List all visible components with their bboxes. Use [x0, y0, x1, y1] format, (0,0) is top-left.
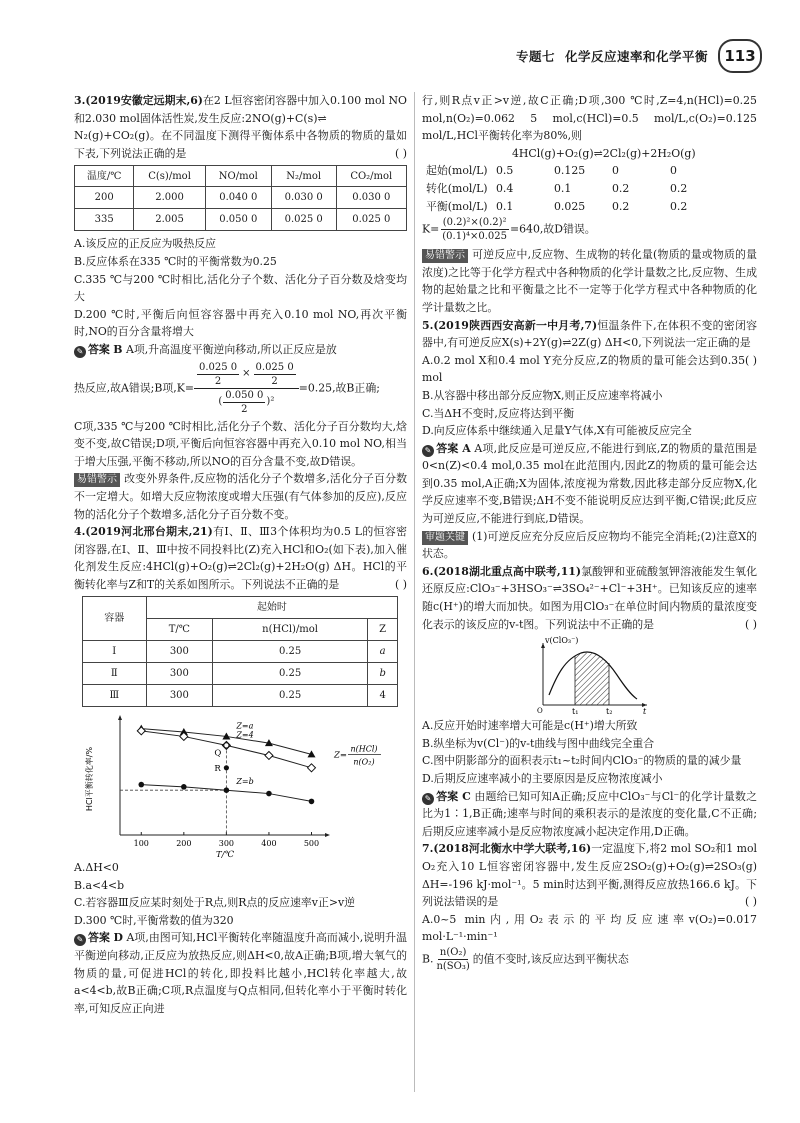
q3-warn-tag: 易错警示 — [74, 473, 120, 487]
q3-option-b: B.反应体系在335 ℃时的平衡常数为0.25 — [74, 254, 277, 268]
cell: 0.2 — [670, 199, 688, 213]
question-3 — [74, 92, 407, 523]
cell: 0.030 0 — [336, 187, 406, 209]
cell: 4 — [367, 685, 397, 707]
q3-th-1: C(s)/mol — [134, 166, 205, 187]
page-number: 113 — [718, 39, 762, 73]
data-point-circle — [266, 791, 272, 797]
cell: 300 — [146, 663, 213, 685]
annotation-den: n(O₂) — [353, 757, 375, 767]
q3-th-2: NO/mol — [205, 166, 271, 187]
q4-option-b: B.a<4<b — [74, 878, 125, 892]
q3-source: (2019安徽定远期末,6) — [85, 94, 203, 107]
answer-icon: ✎ — [422, 793, 434, 805]
q5-option-c: C.当ΔH不变时,反应将达到平衡 — [422, 406, 575, 420]
cell: 0.2 — [612, 199, 630, 213]
q6-number: 6. — [422, 564, 434, 578]
q7-b-num: n(O₂) — [439, 946, 467, 958]
cell: 0.2 — [670, 181, 688, 195]
q3-th-4: CO₂/mol — [336, 166, 406, 187]
header-title: 化学反应速率和化学平衡 — [564, 49, 708, 64]
k-fraction-2 — [440, 216, 509, 243]
cell: 平衡(mol/L) — [426, 199, 488, 213]
q5-key-tag: 审题关键 — [422, 531, 468, 545]
q5-key: (1)可逆反应充分反应后反应物均不能完全消耗;(2)注意X的状态。 — [422, 529, 757, 561]
q5-answer-label: 答案 — [436, 441, 459, 455]
q7-option-a: A.0~5 min内,用O₂表示的平均反应速率v(O₂)=0.017 mol·L⁻¹·min⁻¹ — [422, 912, 757, 944]
q4-number: 4. — [74, 525, 86, 539]
q4-answer: D — [113, 931, 123, 945]
column-divider — [414, 92, 415, 1092]
k-den-1: 2 — [214, 375, 222, 387]
x-tick-label: 400 — [261, 839, 277, 849]
q7-option-b-post: 的值不变时,该反应达到平衡状态 — [472, 952, 629, 966]
cell: 0.025 0 — [271, 209, 336, 231]
answer-icon: ✎ — [74, 346, 86, 358]
cell: 300 — [146, 641, 213, 663]
question-6 — [422, 563, 757, 841]
cell: 300 — [146, 685, 213, 707]
cell: 0.1 — [554, 181, 572, 195]
page-header — [516, 40, 762, 72]
table-row — [83, 641, 398, 663]
r-warn: 可逆反应中,反应物、生成物的转化量(物质的量或物质的量浓度)之比等于化学方程式中各种物质的化学计量数之比,反应物、生成物的起始量之比和平衡量之比不一定等于化学方程式中各种物质的化学计量数之比。 — [422, 248, 757, 314]
q5-ans: A项,此反应是可逆反应,不能进行到底,Z的物质的量范围是0<n(Z)<0.4 mol,0.35 mol在此范围内,因此Z的物质的量可能会达到0.35 mol,A正确;X为固体,浓度视为常数,因此移走部分反应物X,化学反应速率不变,B错误;ΔH不变不能说明反应达到平衡,C错误;此反应为可逆反应,不能进行到底,D错误。 — [422, 441, 758, 526]
cell: 0.125 — [554, 164, 586, 178]
header-section: 专题七 — [515, 49, 555, 64]
q3-stem-1: 在2 L恒容密闭容器中加入0.100 mol NO和2.030 mol固体活性炭,发生反应:2NO(g)+C(s)⇌ — [74, 94, 407, 125]
r-warn-tag: 易错警示 — [422, 249, 468, 263]
q3-ans-2b: =0.25,故B正确; — [298, 381, 380, 395]
q6-ans: 由题给已知可知A正确;反应中ClO₃⁻与Cl⁻的化学计量数之比为1∶1,B正确;速率与时间的乘积表示的是浓度的变化量,C不正确;后期反应速率减小是反应物浓度减小起决定作用,D正确。 — [422, 789, 757, 838]
data-point-circle — [138, 782, 144, 788]
data-point-circle — [224, 788, 230, 794]
q6-answer: C — [462, 789, 471, 803]
cell: 0.25 — [213, 663, 368, 685]
shaded-area — [575, 653, 609, 705]
y-axis-label: HCl平衡转化率/% — [85, 747, 94, 812]
q4-ans-cont: 行,则R点v正>v逆,故C正确;D项,300 ℃时,Z=4,n(HCl)=0.25 mol,n(O₂)=0.062 5 mol,c(HCl)=0.5 mol/L,c(O₂)=0.125 mol/L,HCl平衡转化率为80%,则 — [422, 94, 757, 143]
answer-icon: ✎ — [422, 445, 434, 457]
cell: 0.040 0 — [205, 187, 271, 209]
question-7 — [422, 840, 757, 973]
point-q — [224, 743, 229, 748]
v-t-graph — [525, 635, 655, 717]
series-label: Z=a — [236, 721, 254, 731]
table-row — [75, 187, 407, 209]
cell: 0.030 0 — [271, 187, 336, 209]
q3-answer: B — [113, 342, 123, 356]
q4-source: (2019河北邢台期末,21) — [85, 525, 213, 539]
k-num-3: 0.050 0 — [225, 389, 264, 401]
q6-option-c: C.图中阴影部分的面积表示t₁~t₂时间内ClO₃⁻的物质的量的减少量 — [422, 754, 742, 768]
v-axis-label: v(ClO₃⁻) — [544, 636, 578, 646]
point-r — [224, 766, 229, 771]
q6-stem: 氯酸钾和亚硫酸氢钾溶液能发生氧化还原反应:ClO₃⁻+3HSO₃⁻⇌3SO₄²⁻+Cl⁻+3H⁺。已知该反应的速率随c(H⁺)的增大而加快。如图为用ClO₃⁻在单位时间内物质的量浓度变化表示的该反应的v-t图。下列说法中不正确的是 — [422, 564, 757, 631]
k-square: ² — [270, 396, 275, 408]
q4-option-c: C.若容器Ⅲ反应某时刻处于R点,则R点的反应速率v正>v逆 — [74, 896, 356, 910]
q4-table — [82, 596, 398, 707]
question-4 — [74, 523, 407, 1017]
q6-paren: ( ) — [745, 617, 757, 631]
q3-number: 3. — [74, 94, 86, 107]
table-row — [75, 209, 407, 231]
point-r-label: R — [214, 764, 221, 775]
cell: 起始(mol/L) — [426, 164, 488, 178]
q3-warn: 改变外界条件,反应物的活化分子个数增多,活化分子百分数不一定增大。如增大反应物浓度或增大压强(有气体参加的反应),反应物的活化分子个数增多,活化分子百分数不变。 — [74, 472, 407, 521]
q5-answer: A — [462, 441, 471, 455]
ice-table — [422, 162, 757, 215]
cell: 2.000 — [134, 187, 205, 209]
q6-option-d: D.后期反应速率减小的主要原因是反应物浓度减小 — [422, 772, 663, 785]
cell: 0.4 — [496, 181, 514, 195]
point-q-label: Q — [214, 748, 222, 759]
q5-option-b: B.从容器中移出部分反应物X,则正反应速率将减小 — [422, 388, 663, 402]
k-lhs: K= — [422, 222, 440, 236]
q6-source: (2018湖北重点高中联考,11) — [433, 564, 582, 578]
q5-paren: ( ) — [745, 353, 757, 367]
t1-label: t₁ — [571, 707, 578, 717]
right-column — [422, 92, 757, 973]
q7-number: 7. — [422, 842, 434, 856]
cell: 200 — [75, 187, 134, 209]
cell: Ⅰ — [83, 641, 147, 663]
q4-paren: ( ) — [395, 577, 407, 591]
q4-th-n: n(HCl)/mol — [213, 619, 368, 641]
q5-option-d: D.向反应体系中继续通入足量Y气体,X有可能被反应完全 — [422, 424, 692, 438]
series-label: Z=4 — [236, 730, 254, 740]
q3-answer-label: 答案 — [88, 342, 110, 356]
cell: 0.050 0 — [205, 209, 271, 231]
question-5 — [422, 317, 757, 563]
q3-ans-3: C项,335 ℃与200 ℃时相比,活化分子个数、活化分子百分数均大,焓变不变,故C错误;D项,平衡后向恒容容器中再充入0.10 mol NO,相当于增大压强,平衡不移动,所以NO的百分含量不变,故D错误。 — [74, 419, 407, 468]
equilibrium-equation: 4HCl(g)+O₂(g)⇌2Cl₂(g)+2H₂O(g) — [512, 146, 696, 160]
k-fraction: $\frac{0.025 0}{2}$ × $\frac{0.025 0}{2}$ ( $\frac{0.050 0}{2}$ ) ² — [194, 361, 299, 416]
table-row — [83, 685, 398, 707]
q4-th-z: Z — [367, 619, 397, 641]
q3-paren: ( ) — [395, 146, 407, 160]
k-rhs: =640,故D错误。 — [510, 222, 596, 236]
cell: b — [367, 663, 397, 685]
cell: 0 — [612, 164, 619, 178]
cell: 2.005 — [134, 209, 205, 231]
t-label: t — [642, 707, 646, 717]
q5-source: (2019陕西西安高新一中月考,7) — [433, 318, 598, 332]
data-point-diamond — [307, 764, 315, 772]
cell: 0.2 — [612, 181, 630, 195]
annotation-num: n(HCl) — [350, 744, 378, 754]
cell: Ⅱ — [83, 663, 147, 685]
cell: a — [367, 641, 397, 663]
k2-den: (0.1)⁴×0.025 — [442, 231, 507, 243]
q7-option-b-pre: B. — [422, 952, 434, 966]
q4-th-t: T/℃ — [146, 619, 213, 641]
left-column — [74, 92, 407, 1017]
cell: 335 — [75, 209, 134, 231]
cell: 0.25 — [213, 685, 368, 707]
origin-label: O — [536, 707, 543, 716]
q7-b-fraction — [434, 946, 471, 973]
q6-option-b: B.纵坐标为v(Cl⁻)的v-t曲线与图中曲线完全重合 — [422, 736, 655, 750]
q5-stem: 恒温条件下,在体积不变的密闭容器中,有可逆反应X(s)+2Y(g)⇌2Z(g) ΔH<0,下列说法一定正确的是 — [422, 318, 757, 350]
data-point-diamond — [265, 752, 273, 760]
answer-icon: ✎ — [74, 934, 86, 946]
q7-paren: ( ) — [745, 895, 757, 909]
hcl-conversion-chart — [80, 713, 400, 861]
cell: 0.025 0 — [336, 209, 406, 231]
cell: 0 — [670, 164, 677, 178]
q6-option-a: A.反应开始时速率增大可能是c(H⁺)增大所致 — [422, 719, 638, 733]
q7-stem: 一定温度下,将2 mol SO₂和1 mol O₂充入10 L恒容密闭容器中,发生反应2SO₂(g)+O₂(g)⇌2SO₃(g) ΔH=-196 kJ·mol⁻¹。5 min时达到平衡,测得反应放热166.6 kJ。下列说法错误的是 — [422, 842, 757, 909]
x-tick-label: 300 — [218, 839, 235, 849]
k-den-2: 2 — [271, 375, 278, 387]
q4-th-container: 容器 — [83, 597, 147, 641]
q4-ans: A项,由图可知,HCl平衡转化率随温度升高而减小,说明升温平衡逆向移动,正反应为放热反应,则ΔH<0,故A正确;B项,增大氧气的物质的量,可促进HCl的转化,即投料比越小,HCl转化率越大,故a<4<b,故B正确;C项,R点温度与Q点相同,但转化率小于平衡时转化率,可知反应正向进 — [74, 931, 407, 1015]
x-tick-label: 100 — [133, 839, 149, 849]
series-label: Z=b — [236, 777, 254, 787]
q4-th-start: 起始时 — [146, 597, 398, 619]
q4-stem: 有Ⅰ、Ⅱ、Ⅲ3个体积均为0.5 L的恒容密闭容器,在Ⅰ、Ⅱ、Ⅲ中按不同投料比(Z)充入HCl和O₂(如下表),加入催化剂发生反应:4HCl(g)+O₂(g)⇌2Cl₂(g)+2H₂O(g) ΔH。HCl的平衡转化率与Z和T的关系如图所示。下列说法不正确的是 — [74, 525, 407, 591]
q3-ans-2a: 热反应,故A错误;B项,K= — [74, 381, 194, 395]
q5-option-a: A.0.2 mol X和0.4 mol Y充分反应,Z的物质的量可能会达到0.35 mol — [422, 353, 746, 385]
cell: 转化(mol/L) — [426, 181, 488, 195]
q3-option-c: C.335 ℃与200 ℃时相比,活化分子个数、活化分子百分数及焓变均大 — [74, 272, 407, 304]
k-den-3: 2 — [241, 403, 248, 415]
q5-number: 5. — [422, 318, 434, 332]
k2-num: (0.2)²×(0.2)² — [442, 217, 507, 229]
x-axis-label: T/℃ — [215, 850, 235, 861]
k-num-1: 0.025 0 — [198, 361, 238, 373]
k-times: × — [242, 368, 251, 380]
cell: 0.25 — [213, 641, 368, 663]
data-point-circle — [309, 799, 315, 805]
cell: 0.1 — [496, 199, 514, 213]
q3-th-0: 温度/℃ — [75, 166, 134, 187]
q4-option-a: A.ΔH<0 — [74, 861, 119, 875]
q3-option-d: D.200 ℃时,平衡后向恒容容器中再充入0.10 mol NO,再次平衡时,NO的百分含量将增大 — [74, 307, 407, 339]
q3-table — [74, 165, 407, 231]
x-tick-label: 500 — [303, 839, 320, 849]
data-point-diamond — [137, 727, 145, 735]
cell: 0.025 — [554, 199, 586, 213]
cell: 0.5 — [496, 164, 514, 178]
q7-source: (2018河北衡水中学大联考,16) — [433, 842, 592, 856]
q3-th-3: N₂/mol — [271, 166, 336, 187]
x-tick-label: 200 — [176, 839, 192, 849]
cell: Ⅲ — [83, 685, 147, 707]
annotation-lhs: Z= — [334, 750, 348, 761]
q4-option-d: D.300 ℃时,平衡常数的值为320 — [74, 913, 234, 927]
q3-option-a: A.该反应的正反应为吸热反应 — [74, 237, 217, 251]
table-row — [83, 663, 398, 685]
q3-ans-1: A项,升高温度平衡逆向移动,所以正反应是放 — [125, 342, 337, 356]
axis-arrows — [118, 715, 330, 837]
data-point-circle — [181, 785, 187, 791]
q6-answer-label: 答案 — [436, 789, 459, 803]
q7-b-den: n(SO₃) — [436, 960, 470, 972]
q4-answer-label: 答案 — [88, 931, 110, 945]
q3-stem-2: N₂(g)+CO₂(g)。在不同温度下测得平衡体系中各物质的物质的量如下表,下列说法正确的是 — [74, 129, 407, 160]
t2-label: t₂ — [605, 707, 612, 717]
k-num-2: 0.025 0 — [255, 361, 294, 373]
